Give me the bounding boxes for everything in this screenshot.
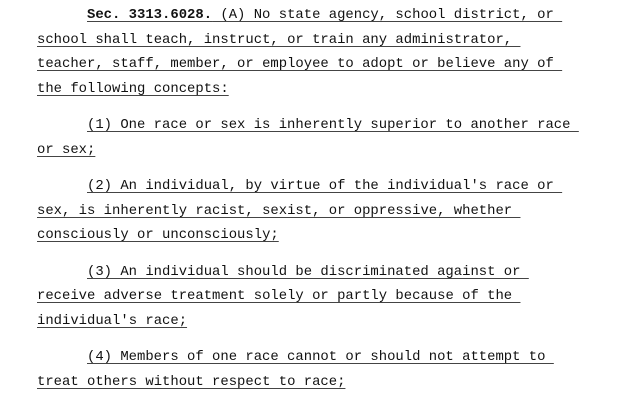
concept-item-4 bbox=[37, 345, 579, 394]
section-intro bbox=[37, 3, 579, 101]
text-line bbox=[37, 345, 579, 370]
text-line bbox=[37, 199, 579, 224]
text-line bbox=[37, 113, 579, 138]
concept-item-2 bbox=[37, 174, 579, 248]
section-number bbox=[87, 7, 562, 23]
text: or sex; bbox=[37, 141, 96, 158]
text: consciously or unconsciously; bbox=[37, 227, 279, 243]
text-line bbox=[37, 260, 579, 285]
text-line bbox=[37, 370, 579, 395]
text-line bbox=[37, 223, 579, 248]
text-line bbox=[37, 28, 579, 53]
text-line bbox=[37, 77, 579, 102]
text-line bbox=[37, 309, 579, 334]
concept-item-3 bbox=[37, 260, 579, 334]
text: (2) An individual, by virtue of the individual's race or bbox=[87, 178, 563, 194]
text: (4) Members of one race cannot or should not attempt to bbox=[87, 349, 554, 365]
text-line bbox=[37, 52, 579, 77]
concept-item-1 bbox=[37, 113, 579, 162]
text: individual's race; bbox=[37, 312, 188, 329]
text-line bbox=[37, 3, 579, 28]
text-line bbox=[37, 174, 579, 199]
text: school shall teach, instruct, or train any administrator, bbox=[37, 31, 521, 48]
text-line bbox=[37, 284, 579, 309]
text: (3) An individual should be discriminated against or bbox=[87, 263, 529, 280]
text: sex, is inherently racist, sexist, or oppressive, whether bbox=[37, 202, 521, 219]
text: receive adverse treatment solely or partly because of the bbox=[37, 288, 521, 304]
text: teacher, staff, member, or employee to adopt or believe any of bbox=[37, 56, 563, 72]
text: treat others without respect to race; bbox=[37, 373, 346, 390]
text: (1) One race or sex is inherently superior to another race bbox=[87, 117, 579, 133]
text-line bbox=[37, 138, 579, 163]
statute-document bbox=[37, 3, 579, 394]
text: (A) No state agency, school district, or bbox=[212, 7, 563, 23]
text: the following concepts: bbox=[37, 80, 229, 97]
section-number-text: Sec. 3313.6028. bbox=[87, 7, 213, 23]
